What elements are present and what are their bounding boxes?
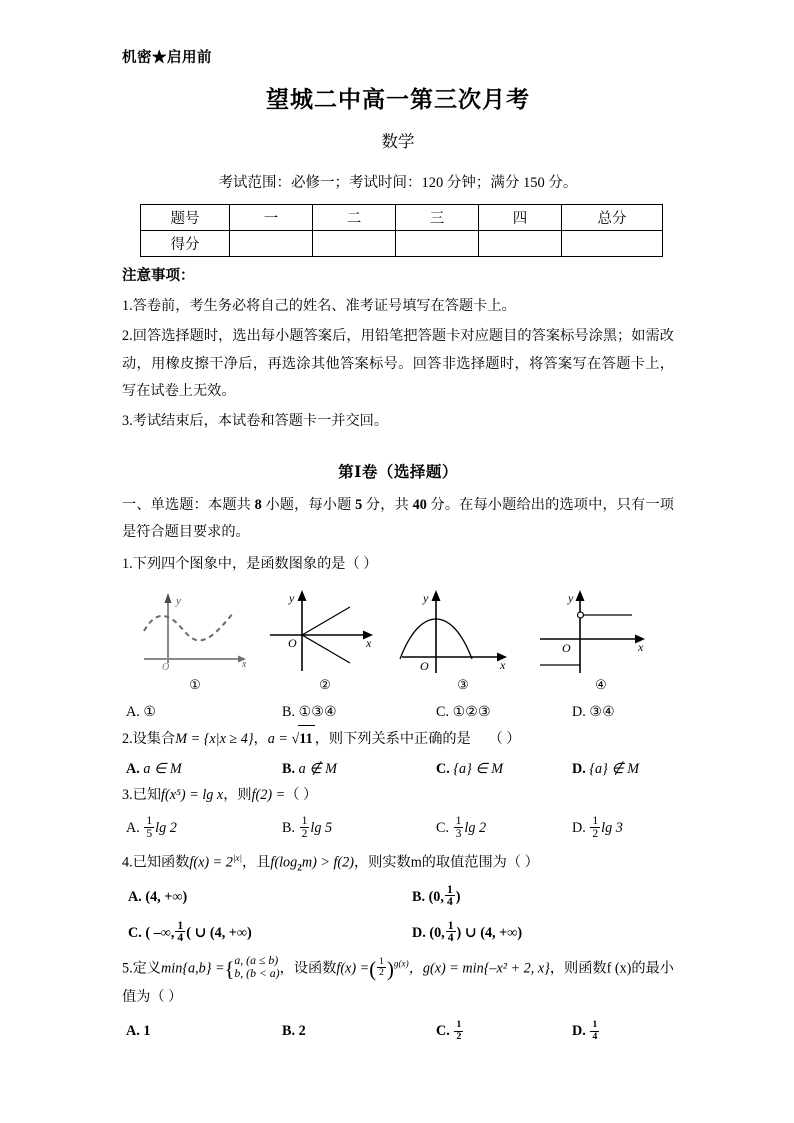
option-d-key: D. xyxy=(572,703,586,720)
fraction-numerator: 1 xyxy=(446,882,453,896)
option-a[interactable] xyxy=(126,756,182,783)
option-b-fraction xyxy=(445,884,455,909)
question-1-stem xyxy=(122,551,674,579)
option-c-fraction xyxy=(454,1020,463,1041)
option-d-fraction xyxy=(446,920,456,945)
question-4-fn: f(x) = 2 xyxy=(189,854,233,871)
svg-text:x: x xyxy=(242,658,247,670)
option-c[interactable] xyxy=(436,811,486,845)
option-d[interactable] xyxy=(572,1014,600,1048)
option-a-text: 1 xyxy=(143,1023,151,1040)
fraction-denominator: 3 xyxy=(455,827,462,841)
question-2-options xyxy=(122,756,674,778)
option-c[interactable] xyxy=(436,756,503,783)
option-a-key: A. xyxy=(126,703,140,720)
table-row xyxy=(141,231,663,257)
table-cell-blank xyxy=(313,231,396,257)
option-d-key: D. xyxy=(412,924,426,941)
option-b[interactable] xyxy=(282,811,332,845)
table-cell-blank xyxy=(479,231,562,257)
option-c-key: C. xyxy=(436,760,450,777)
option-b-fraction xyxy=(300,815,310,840)
intro-total: 40 xyxy=(412,496,427,513)
option-c-key: C. xyxy=(436,703,450,720)
intro-mid2: 分，共 xyxy=(362,496,413,513)
option-d-key: D. xyxy=(572,1023,586,1040)
option-d[interactable] xyxy=(572,811,623,845)
notice-item-1: 1.答卷前，考生务必将自己的姓名、准考证号填写在答题卡上。 xyxy=(122,298,516,315)
fraction-numerator: 1 xyxy=(177,918,184,932)
question-2-number: 2. xyxy=(122,730,133,747)
option-b[interactable] xyxy=(412,880,460,914)
question-4-options-row-2 xyxy=(122,916,674,950)
table-cell-blank xyxy=(230,231,313,257)
fraction-numerator: 1 xyxy=(592,814,599,828)
question-2-radicand: 11 xyxy=(298,725,314,754)
option-b-key: B. xyxy=(282,703,296,720)
fraction-numerator: 1 xyxy=(146,814,153,828)
fraction-denominator: 2 xyxy=(301,827,308,841)
option-c-text: ①②③ xyxy=(452,703,491,720)
option-c-text: {a} ∈ M xyxy=(453,760,504,777)
option-d-key: D. xyxy=(572,760,586,777)
option-b-text: lg 5 xyxy=(310,820,333,837)
question-5-tail: ，则函数f (x)的最小值为（ ） xyxy=(122,959,674,1005)
question-2-after: ，则下列关系中正确的是 xyxy=(314,730,471,747)
case-line-2: b, (b < a) xyxy=(234,967,280,981)
option-b-key: B. xyxy=(282,820,296,837)
question-1-text: 下列四个图象中，是函数图象的是（ ） xyxy=(132,556,378,573)
svg-text:O: O xyxy=(288,635,297,650)
section-intro xyxy=(122,492,674,547)
notice-item-3: 3.考试结束后，本试卷和答题卡一并交回。 xyxy=(122,413,389,430)
table-cell: 总分 xyxy=(562,205,663,231)
option-a[interactable] xyxy=(128,880,187,914)
option-c[interactable] xyxy=(436,699,491,726)
fraction-numerator: 1 xyxy=(456,1019,462,1031)
notice-title: 注意事项： xyxy=(122,268,195,285)
question-2-lead: 设集合 xyxy=(132,730,176,747)
option-a-text: ① xyxy=(143,703,157,720)
option-b-text: ①③④ xyxy=(298,703,337,720)
table-cell-blank xyxy=(396,231,479,257)
fraction-denominator: 4 xyxy=(446,895,453,909)
option-b-text: 2 xyxy=(298,1023,306,1040)
option-b[interactable] xyxy=(282,699,337,726)
question-4-exponent: |x| xyxy=(232,853,243,864)
option-a-fraction xyxy=(144,815,154,840)
svg-text:O: O xyxy=(162,661,170,673)
option-b[interactable] xyxy=(282,1014,306,1048)
option-a-text: (4, +∞) xyxy=(145,888,188,905)
question-3-options xyxy=(122,811,674,845)
option-c-suffix: ( ∪ (4, +∞) xyxy=(186,924,252,941)
option-d-suffix: ) ∪ (4, +∞) xyxy=(456,924,523,941)
option-c-key: C. xyxy=(436,820,450,837)
question-5-lead: 定义 xyxy=(132,959,162,976)
question-1-options xyxy=(122,699,674,721)
question-1-figures xyxy=(122,585,674,697)
confidential-notice: 机密★启用前 xyxy=(122,50,212,66)
intro-prefix: 一、单选题：本题共 xyxy=(122,496,255,513)
option-c-prefix: ( –∞, xyxy=(145,924,175,941)
option-d-fraction xyxy=(590,815,600,840)
svg-text:x: x xyxy=(500,657,506,672)
option-a-key: A. xyxy=(128,888,142,905)
table-cell-row-label: 得分 xyxy=(141,231,230,257)
fraction-denominator: 4 xyxy=(592,1030,598,1042)
option-c[interactable] xyxy=(436,1014,464,1048)
notice-item-2: 2.回答选择题时，选出每小题答案后，用铅笔把答题卡对应题目的答案标号涂黑；如需改动，用橡皮擦干净后，再选涂其他答案标号。回答非选择题时，将答案写在答题卡上，写在试卷上无效。 xyxy=(122,328,674,400)
cases-brace: { xyxy=(224,959,235,982)
question-4-lead: 已知函数 xyxy=(132,854,190,871)
question-3-blank: （ ） xyxy=(285,786,318,803)
question-5-mid: ，设函数 xyxy=(279,959,337,976)
option-b-key: B. xyxy=(282,760,296,777)
question-2-set-var: M xyxy=(175,730,188,747)
option-d[interactable] xyxy=(572,756,639,783)
question-4-number: 4. xyxy=(122,854,133,871)
option-a[interactable] xyxy=(126,699,156,726)
option-c-key: C. xyxy=(436,1023,450,1040)
fraction-denominator: 5 xyxy=(146,827,153,841)
table-cell: 一 xyxy=(230,205,313,231)
option-b-text: a ∉ M xyxy=(298,760,337,777)
svg-text:O: O xyxy=(562,640,571,655)
question-3-lead: 已知 xyxy=(132,786,162,803)
figure-1-caption: ① xyxy=(189,676,201,692)
question-4-logbase: 2 xyxy=(297,862,302,873)
fraction-numerator: 1 xyxy=(447,918,454,932)
figure-4-caption: ④ xyxy=(595,676,607,692)
fraction-numerator: 1 xyxy=(455,814,462,828)
question-2-blank: （ ） xyxy=(488,730,521,747)
figure-3-caption: ③ xyxy=(457,676,469,692)
option-c[interactable] xyxy=(128,916,252,950)
question-5-g: ，g(x) = min{–x² + 2, x} xyxy=(408,959,550,976)
option-c-fraction xyxy=(454,815,464,840)
option-a-text: lg 2 xyxy=(155,820,177,837)
question-3-mid: ，则 xyxy=(223,786,252,803)
intro-points: 5 xyxy=(355,496,363,513)
table-cell: 二 xyxy=(313,205,396,231)
option-d-key: D. xyxy=(572,820,586,837)
question-5-number: 5. xyxy=(122,959,133,976)
question-4-options-row-1 xyxy=(122,880,674,914)
intro-count: 8 xyxy=(254,496,262,513)
question-5-base-fraction xyxy=(377,957,386,978)
question-5-options xyxy=(122,1014,674,1048)
option-a-key: A. xyxy=(126,1023,140,1040)
question-4-stem xyxy=(122,849,674,877)
figure-4-step-function xyxy=(536,585,666,677)
option-d[interactable] xyxy=(412,916,522,950)
fraction-denominator: 4 xyxy=(177,931,184,945)
question-3-fn2: f(2) = xyxy=(251,786,286,803)
figure-2-two-rays xyxy=(260,585,390,677)
option-a-text: a ∈ M xyxy=(143,760,182,777)
question-2-set-body: = {x|x ≥ 4} xyxy=(190,730,254,747)
question-5-cases xyxy=(234,954,279,981)
figure-1-dashed-wave xyxy=(130,585,260,677)
question-2-stem: 2.设集合M = {x|x ≥ 4}，a = √11 ，则下列关系中正确的是 （ ） xyxy=(122,725,674,754)
fraction-numerator: 1 xyxy=(592,1019,598,1031)
fraction-numerator: 1 xyxy=(301,814,308,828)
page-content xyxy=(122,50,674,1050)
option-b-prefix: (0, xyxy=(428,888,444,905)
option-a[interactable] xyxy=(126,1014,150,1048)
question-3-fn: f(x⁵) = lg x xyxy=(161,786,224,803)
table-cell: 四 xyxy=(479,205,562,231)
score-table xyxy=(140,204,663,257)
question-2-a-eq: a = xyxy=(267,730,292,747)
fraction-denominator: 4 xyxy=(447,931,454,945)
question-4-cond2: m) > f(2) xyxy=(301,854,354,871)
option-b-suffix: ) xyxy=(455,888,461,905)
question-5-min: min{a,b} = xyxy=(161,959,225,976)
table-cell-row-label: 题号 xyxy=(141,205,230,231)
question-4-cond: f(log xyxy=(270,854,298,871)
option-d[interactable] xyxy=(572,699,615,726)
fraction-denominator: 2 xyxy=(379,967,385,979)
fraction-numerator: 1 xyxy=(379,956,385,968)
option-c-fraction xyxy=(175,920,185,945)
option-d-fraction xyxy=(590,1020,599,1041)
svg-text:x: x xyxy=(366,635,372,650)
page-title: 望城二中高一第三次月考 xyxy=(266,87,530,113)
svg-text:y: y xyxy=(176,594,181,607)
exam-meta: 考试范围：必修一；考试时间：120 分钟；满分 150 分。 xyxy=(218,174,578,191)
part-title: 第Ⅰ卷（选择题） xyxy=(338,463,458,481)
svg-text:x: x xyxy=(638,639,644,654)
option-a-key: A. xyxy=(126,760,140,777)
svg-text:O: O xyxy=(420,658,429,673)
question-5-f: f(x) = xyxy=(336,959,370,976)
option-d-text: {a} ∉ M xyxy=(589,760,640,777)
figure-3-down-parabola xyxy=(398,585,528,677)
fraction-denominator: 2 xyxy=(592,827,599,841)
option-c-text: lg 2 xyxy=(464,820,487,837)
close-paren: ) xyxy=(387,959,394,982)
intro-mid1: 小题，每小题 xyxy=(261,496,356,513)
option-a-key: A. xyxy=(126,820,140,837)
question-3-number: 3. xyxy=(122,786,133,803)
option-b[interactable] xyxy=(282,756,337,783)
option-c-key: C. xyxy=(128,924,142,941)
question-5-exponent: g(x) xyxy=(393,958,409,969)
question-5-stem xyxy=(122,954,674,1012)
case-line-1: a, (a ≤ b) xyxy=(234,953,279,967)
svg-text:y: y xyxy=(289,590,295,605)
svg-text:y: y xyxy=(568,590,574,605)
svg-text:y: y xyxy=(423,590,429,605)
question-4-tail: ，则实数m的取值范围为（ ） xyxy=(353,854,539,871)
option-d-prefix: (0, xyxy=(429,924,445,941)
table-row xyxy=(141,205,663,231)
table-cell: 三 xyxy=(396,205,479,231)
table-cell-blank xyxy=(562,231,663,257)
fraction-denominator: 2 xyxy=(456,1030,462,1042)
subject-label: 数学 xyxy=(381,132,415,152)
option-d-text: ③④ xyxy=(589,703,615,720)
intro-suffix: 分。在每小题给出的选项中，只有一项是符合题目要求的。 xyxy=(122,496,674,541)
option-d-text: lg 3 xyxy=(601,820,623,837)
figure-2-caption: ② xyxy=(319,676,331,692)
option-b-key: B. xyxy=(412,888,426,905)
option-a[interactable] xyxy=(126,811,177,845)
question-4-mid: ，且 xyxy=(242,854,271,871)
question-3-stem xyxy=(122,782,674,810)
open-paren: ( xyxy=(369,959,377,982)
question-1-number: 1. xyxy=(122,556,133,573)
option-b-key: B. xyxy=(282,1023,296,1040)
